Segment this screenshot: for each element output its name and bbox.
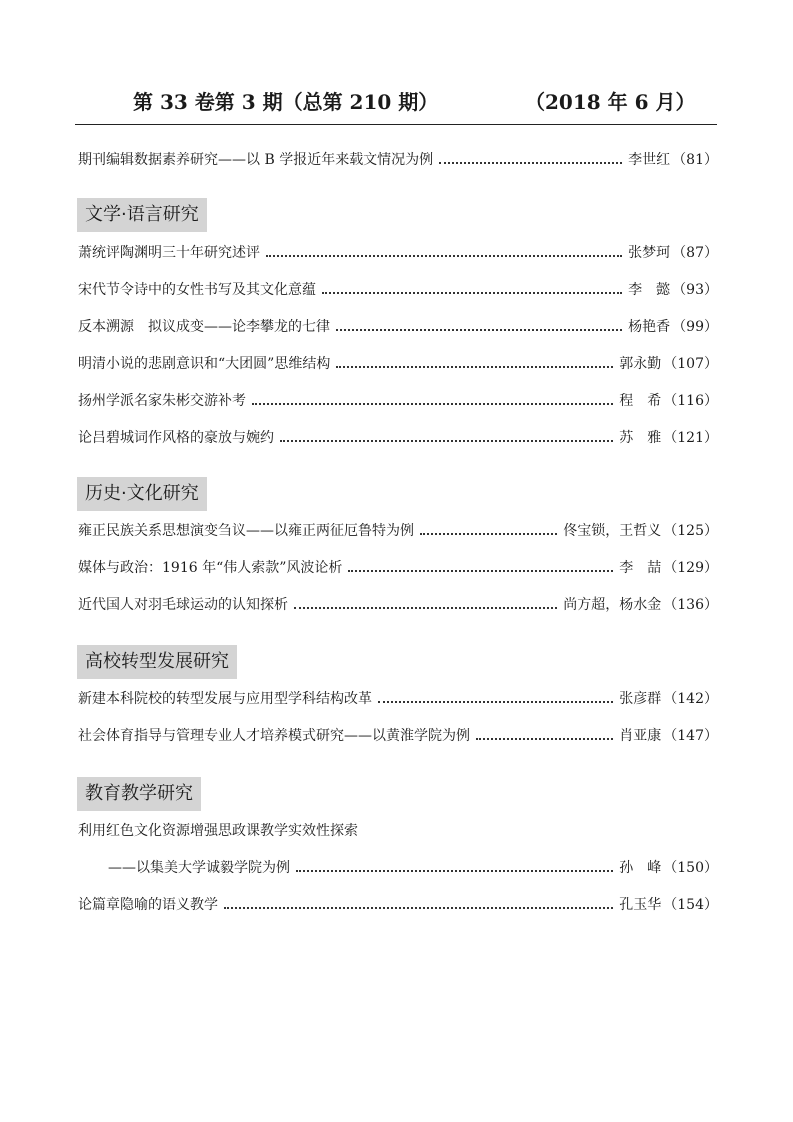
entry-title: 新建本科院校的转型发展与应用型学科结构改革 <box>78 691 372 707</box>
toc-entry[interactable] <box>78 425 718 451</box>
section-heading: 教育教学研究 <box>77 777 201 811</box>
entry-author: 孙 峰 <box>619 860 662 876</box>
entry-page: （142） <box>663 691 718 707</box>
toc-entry[interactable] <box>78 892 718 918</box>
entry-page: （136） <box>663 597 718 613</box>
toc-entry[interactable] <box>78 240 718 266</box>
toc-entry[interactable] <box>78 314 718 340</box>
section-heading: 高校转型发展研究 <box>77 645 237 679</box>
section-heading: 文学·语言研究 <box>77 198 207 232</box>
dot-leader <box>439 162 622 164</box>
dot-leader <box>280 440 613 442</box>
issue-date: （2018 年 6 月） <box>525 90 696 114</box>
toc-entry[interactable] <box>78 592 718 618</box>
entry-author: 苏 雅 <box>619 430 662 446</box>
entry-title: 雍正民族关系思想演变刍议——以雍正两征厄鲁特为例 <box>78 523 414 539</box>
entry-author: 杨艳香 <box>628 319 671 335</box>
entry-author: 程 希 <box>619 393 662 409</box>
dot-leader <box>336 366 613 368</box>
entry-page: （129） <box>663 560 718 576</box>
entry-page: （150） <box>663 860 718 876</box>
toc-entry[interactable] <box>78 686 718 712</box>
entry-page: （116） <box>663 393 718 409</box>
header-divider <box>75 124 717 125</box>
dot-leader <box>294 607 557 609</box>
entry-page: （121） <box>663 430 718 446</box>
entry-title: 宋代节令诗中的女性书写及其文化意蕴 <box>78 282 316 298</box>
toc-entry[interactable] <box>78 351 718 377</box>
entry-author: 孔玉华 <box>619 897 662 913</box>
dot-leader <box>266 255 622 257</box>
entry-author: 李 喆 <box>619 560 662 576</box>
entry-author: 佟宝锁，王哲义 <box>563 523 662 539</box>
entry-author: 李世红 <box>628 152 671 168</box>
dot-leader <box>224 907 613 909</box>
journal-header <box>75 82 717 122</box>
entry-page: （93） <box>672 282 718 298</box>
entry-page: （147） <box>663 728 718 744</box>
toc-entry[interactable] <box>78 855 718 881</box>
dot-leader <box>322 292 622 294</box>
entry-author: 尚方超，杨水金 <box>563 597 662 613</box>
dot-leader <box>252 403 613 405</box>
entry-page: （81） <box>672 152 718 168</box>
toc-entry[interactable] <box>78 723 718 749</box>
entry-page: （87） <box>672 245 718 261</box>
entry-title: 论吕碧城词作风格的豪放与婉约 <box>78 430 274 446</box>
entry-author: 张彦群 <box>619 691 662 707</box>
toc-entry[interactable] <box>78 147 718 173</box>
dot-leader <box>420 533 557 535</box>
entry-title: 明清小说的悲剧意识和“大团圆”思维结构 <box>78 356 331 372</box>
entry-author: 郭永勤 <box>619 356 662 372</box>
volume-issue: 第 33 卷第 3 期（总第 210 期） <box>133 90 439 114</box>
entry-page: （125） <box>663 523 718 539</box>
toc-entry[interactable] <box>78 518 718 544</box>
entry-title: 扬州学派名家朱彬交游补考 <box>78 393 246 409</box>
entry-subtitle: ——以集美大学诚毅学院为例 <box>108 860 290 876</box>
toc-entry[interactable] <box>78 388 718 414</box>
entry-title: 利用红色文化资源增强思政课教学实效性探索 <box>78 823 358 839</box>
entry-author: 张梦珂 <box>628 245 671 261</box>
entry-author: 肖亚康 <box>619 728 662 744</box>
dot-leader <box>336 329 622 331</box>
dot-leader <box>296 870 613 872</box>
entry-title: 论篇章隐喻的语义教学 <box>78 897 218 913</box>
entry-title: 近代国人对羽毛球运动的认知探析 <box>78 597 288 613</box>
dot-leader <box>378 701 613 703</box>
toc-entry-title-line[interactable] <box>78 818 718 844</box>
section-heading: 历史·文化研究 <box>77 477 207 511</box>
entry-page: （154） <box>663 897 718 913</box>
toc-entry[interactable] <box>78 277 718 303</box>
entry-page: （99） <box>672 319 718 335</box>
entry-title: 反本溯源 拟议成变——论李攀龙的七律 <box>78 319 330 335</box>
toc-entry[interactable] <box>78 555 718 581</box>
entry-title: 期刊编辑数据素养研究——以 B 学报近年来载文情况为例 <box>78 152 434 168</box>
entry-title: 萧统评陶渊明三十年研究述评 <box>78 245 260 261</box>
entry-title: 社会体育指导与管理专业人才培养模式研究——以黄淮学院为例 <box>78 728 470 744</box>
entry-title: 媒体与政治：1916 年“伟人索款”风波论析 <box>78 560 343 576</box>
dot-leader <box>476 738 613 740</box>
dot-leader <box>348 570 613 572</box>
entry-page: （107） <box>663 356 718 372</box>
entry-author: 李 懿 <box>628 282 671 298</box>
